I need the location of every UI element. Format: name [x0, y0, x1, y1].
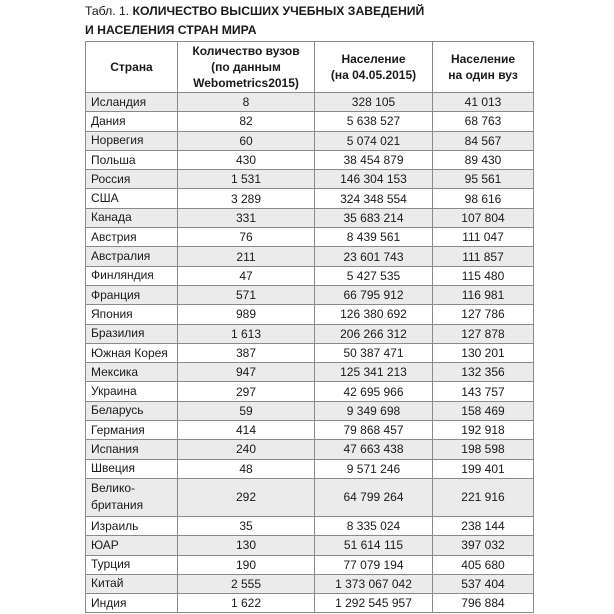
- cell-per-university: 158 469: [433, 401, 534, 420]
- cell-per-university: 115 480: [433, 266, 534, 285]
- cell-per-university: 405 680: [433, 555, 534, 574]
- table-caption: [85, 2, 535, 40]
- cell-universities: 82: [178, 112, 315, 131]
- cell-country: Германия: [86, 421, 178, 440]
- cell-population: 77 079 194: [315, 555, 433, 574]
- table-row: [86, 266, 534, 285]
- cell-universities: 414: [178, 421, 315, 440]
- table-row: [86, 382, 534, 401]
- table-row: [86, 208, 534, 227]
- cell-population: 64 799 264: [315, 478, 433, 516]
- cell-universities: 190: [178, 555, 315, 574]
- cell-population: 50 387 471: [315, 343, 433, 362]
- cell-universities: 59: [178, 401, 315, 420]
- cell-per-university: 127 878: [433, 324, 534, 343]
- cell-universities: 989: [178, 305, 315, 324]
- cell-country: Швеция: [86, 459, 178, 478]
- cell-universities: 430: [178, 150, 315, 169]
- cell-universities: 387: [178, 343, 315, 362]
- cell-per-university: 41 013: [433, 93, 534, 112]
- cell-population: 5 638 527: [315, 112, 433, 131]
- cell-per-university: 111 857: [433, 247, 534, 266]
- cell-country: США: [86, 189, 178, 208]
- cell-country: Турция: [86, 555, 178, 574]
- cell-universities: 292: [178, 478, 315, 516]
- cell-country: Бразилия: [86, 324, 178, 343]
- cell-population: 38 454 879: [315, 150, 433, 169]
- cell-per-university: 143 757: [433, 382, 534, 401]
- table-row: [86, 93, 534, 112]
- cell-per-university: 537 404: [433, 574, 534, 593]
- cell-per-university: 95 561: [433, 170, 534, 189]
- cell-population: 66 795 912: [315, 285, 433, 304]
- cell-per-university: 68 763: [433, 112, 534, 131]
- cell-population: 5 427 535: [315, 266, 433, 285]
- table-row: [86, 247, 534, 266]
- cell-country: Исландия: [86, 93, 178, 112]
- cell-universities: 240: [178, 440, 315, 459]
- cell-per-university: 89 430: [433, 150, 534, 169]
- cell-population: 125 341 213: [315, 363, 433, 382]
- table-row: [86, 170, 534, 189]
- table-row: [86, 516, 534, 535]
- cell-per-university: 98 616: [433, 189, 534, 208]
- universities-table: [85, 41, 534, 613]
- cell-country: Франция: [86, 285, 178, 304]
- cell-country: Австралия: [86, 247, 178, 266]
- caption-prefix: Табл. 1.: [85, 4, 130, 18]
- cell-population: 51 614 115: [315, 536, 433, 555]
- cell-population: 324 348 554: [315, 189, 433, 208]
- cell-universities: 8: [178, 93, 315, 112]
- table-row: [86, 189, 534, 208]
- table-row: [86, 401, 534, 420]
- table-row: [86, 112, 534, 131]
- table-row: [86, 324, 534, 343]
- cell-per-university: 84 567: [433, 131, 534, 150]
- header-population: Население (на 04.05.2015): [315, 42, 433, 93]
- cell-population: 79 868 457: [315, 421, 433, 440]
- cell-universities: 35: [178, 516, 315, 535]
- cell-country: ЮАР: [86, 536, 178, 555]
- cell-universities: 76: [178, 228, 315, 247]
- table-row: [86, 440, 534, 459]
- cell-country: Австрия: [86, 228, 178, 247]
- table-row: [86, 421, 534, 440]
- cell-per-university: 397 032: [433, 536, 534, 555]
- header-universities: Количество вузов (по данным Webometrics2015): [178, 42, 315, 93]
- cell-per-university: 221 916: [433, 478, 534, 516]
- cell-universities: 130: [178, 536, 315, 555]
- table-row: [86, 478, 534, 516]
- cell-population: 5 074 021: [315, 131, 433, 150]
- header-row: [86, 42, 534, 93]
- cell-population: 42 695 966: [315, 382, 433, 401]
- cell-per-university: 127 786: [433, 305, 534, 324]
- header-country: Страна: [86, 42, 178, 93]
- cell-population: 23 601 743: [315, 247, 433, 266]
- cell-population: 1 292 545 957: [315, 594, 433, 613]
- cell-per-university: 107 804: [433, 208, 534, 227]
- cell-universities: 47: [178, 266, 315, 285]
- cell-country: Украина: [86, 382, 178, 401]
- cell-country: Канада: [86, 208, 178, 227]
- caption-line-2: И НАСЕЛЕНИЯ СТРАН МИРА: [85, 23, 257, 37]
- cell-country: Дания: [86, 112, 178, 131]
- table-row: [86, 555, 534, 574]
- cell-country: Беларусь: [86, 401, 178, 420]
- table-row: [86, 363, 534, 382]
- cell-universities: 1 613: [178, 324, 315, 343]
- cell-country: Китай: [86, 574, 178, 593]
- cell-population: 9 571 246: [315, 459, 433, 478]
- cell-universities: 60: [178, 131, 315, 150]
- table-body: [86, 93, 534, 613]
- cell-population: 126 380 692: [315, 305, 433, 324]
- cell-population: 47 663 438: [315, 440, 433, 459]
- cell-population: 8 335 024: [315, 516, 433, 535]
- caption-line-1: КОЛИЧЕСТВО ВЫСШИХ УЧЕБНЫХ ЗАВЕДЕНИЙ: [132, 4, 425, 18]
- cell-population: 1 373 067 042: [315, 574, 433, 593]
- cell-per-university: 116 981: [433, 285, 534, 304]
- table-row: [86, 536, 534, 555]
- table-row: [86, 228, 534, 247]
- cell-country: Израиль: [86, 516, 178, 535]
- cell-per-university: 130 201: [433, 343, 534, 362]
- cell-country: Индия: [86, 594, 178, 613]
- cell-universities: 3 289: [178, 189, 315, 208]
- cell-universities: 571: [178, 285, 315, 304]
- cell-country: Польша: [86, 150, 178, 169]
- table-row: [86, 305, 534, 324]
- cell-universities: 331: [178, 208, 315, 227]
- cell-country: Россия: [86, 170, 178, 189]
- cell-population: 206 266 312: [315, 324, 433, 343]
- cell-country: Мексика: [86, 363, 178, 382]
- cell-per-university: 198 598: [433, 440, 534, 459]
- cell-country: Финляндия: [86, 266, 178, 285]
- cell-per-university: 796 884: [433, 594, 534, 613]
- cell-population: 146 304 153: [315, 170, 433, 189]
- cell-country: Норвегия: [86, 131, 178, 150]
- cell-per-university: 132 356: [433, 363, 534, 382]
- table-row: [86, 594, 534, 613]
- table-row: [86, 150, 534, 169]
- cell-per-university: 111 047: [433, 228, 534, 247]
- cell-per-university: 199 401: [433, 459, 534, 478]
- cell-universities: 1 531: [178, 170, 315, 189]
- cell-country: Велико- британия: [86, 478, 178, 516]
- cell-population: 9 349 698: [315, 401, 433, 420]
- cell-population: 35 683 214: [315, 208, 433, 227]
- table-row: [86, 459, 534, 478]
- cell-country: Япония: [86, 305, 178, 324]
- cell-per-university: 192 918: [433, 421, 534, 440]
- cell-universities: 211: [178, 247, 315, 266]
- cell-country: Испания: [86, 440, 178, 459]
- table-row: [86, 131, 534, 150]
- cell-universities: 1 622: [178, 594, 315, 613]
- cell-universities: 297: [178, 382, 315, 401]
- header-per-university: Население на один вуз: [433, 42, 534, 93]
- table-row: [86, 574, 534, 593]
- cell-population: 8 439 561: [315, 228, 433, 247]
- cell-universities: 48: [178, 459, 315, 478]
- table-row: [86, 285, 534, 304]
- cell-country: Южная Корея: [86, 343, 178, 362]
- cell-per-university: 238 144: [433, 516, 534, 535]
- table-row: [86, 343, 534, 362]
- cell-universities: 947: [178, 363, 315, 382]
- cell-population: 328 105: [315, 93, 433, 112]
- cell-universities: 2 555: [178, 574, 315, 593]
